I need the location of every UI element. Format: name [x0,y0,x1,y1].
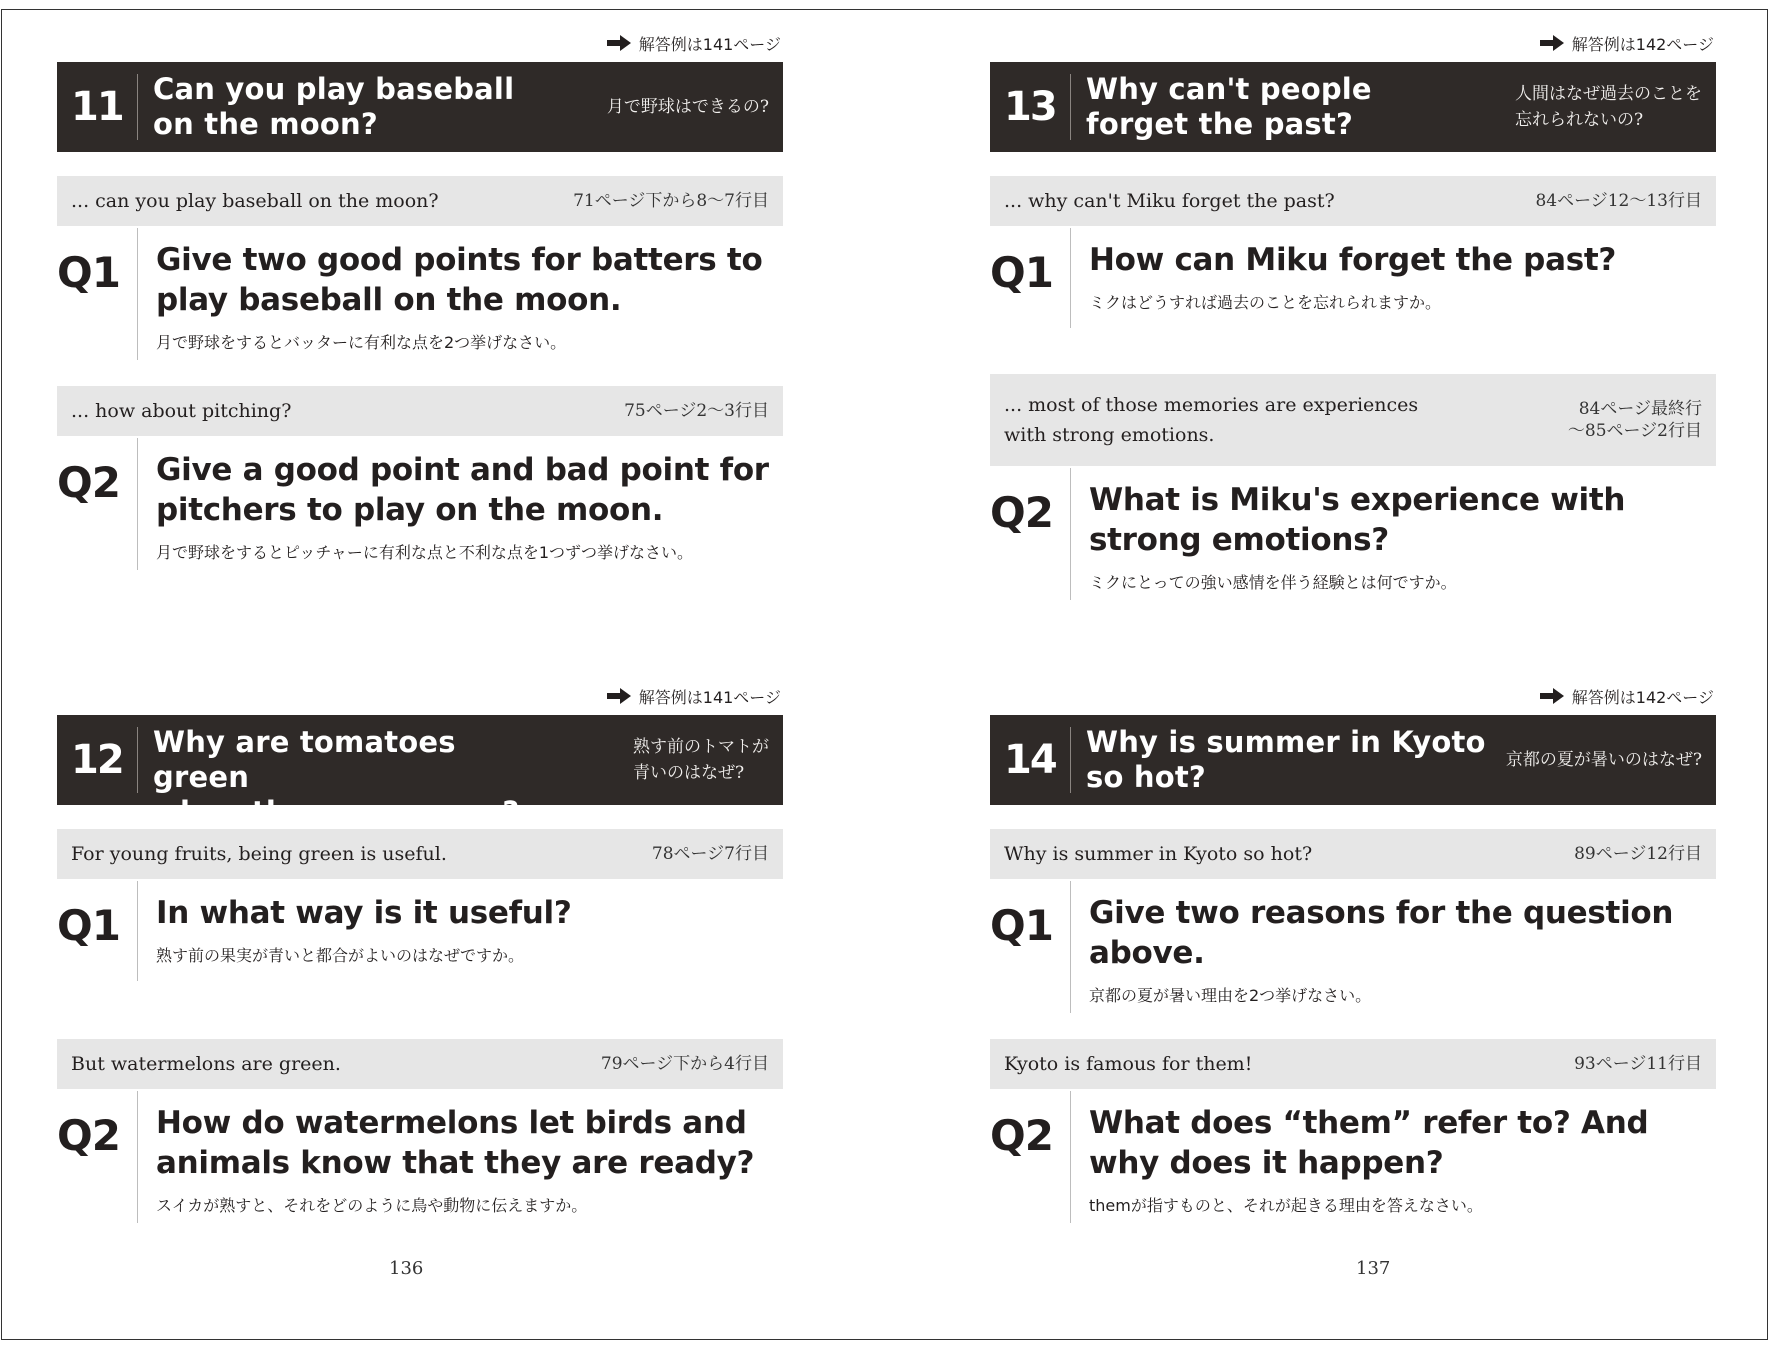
divider [137,74,138,140]
section-number: 13 [1004,84,1056,130]
quote-text: Why is summer in Kyoto so hot? [1004,843,1313,865]
answer-reference: 解答例は142ページ [990,34,1716,56]
arrow-right-icon [607,688,631,710]
question-text: What is Miku's experience with strong emotions? [1089,482,1626,558]
question-block [990,1089,1716,1227]
section-13 [990,34,1716,604]
quote-bar [57,829,783,879]
quote-page-ref: 84ページ12～13行目 [1535,191,1702,211]
arrow-right-icon [1540,688,1564,710]
divider [1070,881,1071,1013]
question-label: Q2 [57,1111,120,1160]
question-label: Q1 [990,901,1053,950]
section-title-jp: 人間はなぜ過去のことを 忘れられないの? [1515,84,1702,130]
quote-bar [990,829,1716,879]
section-number: 12 [71,737,123,783]
question-text: How can Miku forget the past? [1089,242,1617,278]
question-text: How do watermelons let birds and animals know that they are ready? [156,1105,755,1181]
question-block [57,1089,783,1227]
quote-bar [990,374,1716,466]
section-number: 11 [71,84,123,130]
question-block [990,226,1716,358]
divider [1070,74,1071,140]
answer-reference: 解答例は142ページ [990,687,1716,709]
question-text-jp: 京都の夏が暑い理由を2つ挙げなさい。 [1089,986,1372,1005]
quote-page-ref: 71ページ下から8～7行目 [573,191,769,211]
quote-page-ref: 79ページ下から4行目 [600,1054,769,1074]
quote-page-ref: 89ページ12行目 [1574,844,1702,864]
arrow-right-icon [1540,35,1564,57]
question-block [990,466,1716,604]
quote-text: For young fruits, being green is useful. [71,843,447,865]
question-block [990,879,1716,1017]
section-title-jp: 熟す前のトマトが 青いのはなぜ? [633,737,769,783]
divider [137,228,138,360]
section-header [990,715,1716,805]
arrow-right-icon [607,35,631,57]
divider [137,727,138,793]
quote-bar [57,1039,783,1089]
quote-page-ref: 78ページ7行目 [651,844,769,864]
question-text-jp: ミクはどうすれば過去のことを忘れられますか。 [1089,293,1442,312]
question-label: Q2 [57,458,120,507]
divider [1070,228,1071,328]
divider [137,881,138,981]
section-header [57,62,783,152]
section-11 [57,34,783,574]
question-text-jp: スイカが熟すと、それをどのように鳥や動物に伝えますか。 [156,1196,588,1215]
quote-text: Kyoto is famous for them! [1004,1053,1253,1075]
question-text-jp: 熟す前の果実が青いと都合がよいのはなぜですか。 [156,946,525,965]
divider [1070,1091,1071,1223]
answer-reference: 解答例は141ページ [57,34,783,56]
quote-text: But watermelons are green. [71,1053,341,1075]
quote-text: ... most of those memories are experiences with strong emotions. [1004,394,1419,446]
quote-text: ... how about pitching? [71,400,292,422]
quote-bar [57,176,783,226]
question-text: What does “them” refer to? And why does it happen? [1089,1105,1649,1181]
section-12 [57,687,783,1227]
question-text: In what way is it useful? [156,895,572,931]
section-title: Why is summer in Kyoto so hot? [1086,725,1486,794]
divider [1070,468,1071,600]
question-text-jp: themが指すものと、それが起きる理由を答えなさい。 [1089,1196,1483,1215]
divider [137,1091,138,1223]
section-header [990,62,1716,152]
page-number-left: 136 [389,1258,424,1279]
answer-reference: 解答例は141ページ [57,687,783,709]
section-title: Why are tomatoes green when they are young? [153,725,520,829]
section-header [57,715,783,829]
question-label: Q1 [57,901,120,950]
divider [137,438,138,570]
section-title-jp: 京都の夏が暑いのはなぜ? [1505,750,1702,770]
question-label: Q1 [57,248,120,297]
question-block [57,436,783,574]
page-number-right: 137 [1356,1258,1391,1279]
section-title: Why can't people forget the past? [1086,72,1372,141]
quote-bar [990,1039,1716,1089]
section-title: Can you play baseball on the moon? [153,72,515,141]
quote-bar [57,386,783,436]
question-block [57,226,783,364]
question-label: Q2 [990,1111,1053,1160]
question-label: Q1 [990,248,1053,297]
question-text-jp: 月で野球をするとピッチャーに有利な点と不利な点を1つずつ挙げなさい。 [156,543,694,562]
question-text: Give a good point and bad point for pitchers to play on the moon. [156,452,769,528]
question-block [57,879,783,1017]
section-title-jp: 月で野球はできるの? [606,97,769,117]
divider [1070,727,1071,793]
quote-page-ref: 84ページ最終行 ～85ページ2行目 [1567,399,1702,441]
quote-text: ... why can't Miku forget the past? [1004,190,1335,212]
question-text-jp: ミクにとっての強い感情を伴う経験とは何ですか。 [1089,573,1457,592]
question-text: Give two reasons for the question above. [1089,895,1674,971]
quote-bar [990,176,1716,226]
quote-page-ref: 93ページ11行目 [1574,1054,1702,1074]
quote-text: ... can you play baseball on the moon? [71,190,439,212]
question-text: Give two good points for batters to play baseball on the moon. [156,242,763,318]
section-14 [990,687,1716,1227]
quote-page-ref: 75ページ2～3行目 [624,401,769,421]
section-number: 14 [1004,737,1056,783]
question-label: Q2 [990,488,1053,537]
question-text-jp: 月で野球をするとバッターに有利な点を2つ挙げなさい。 [156,333,567,352]
